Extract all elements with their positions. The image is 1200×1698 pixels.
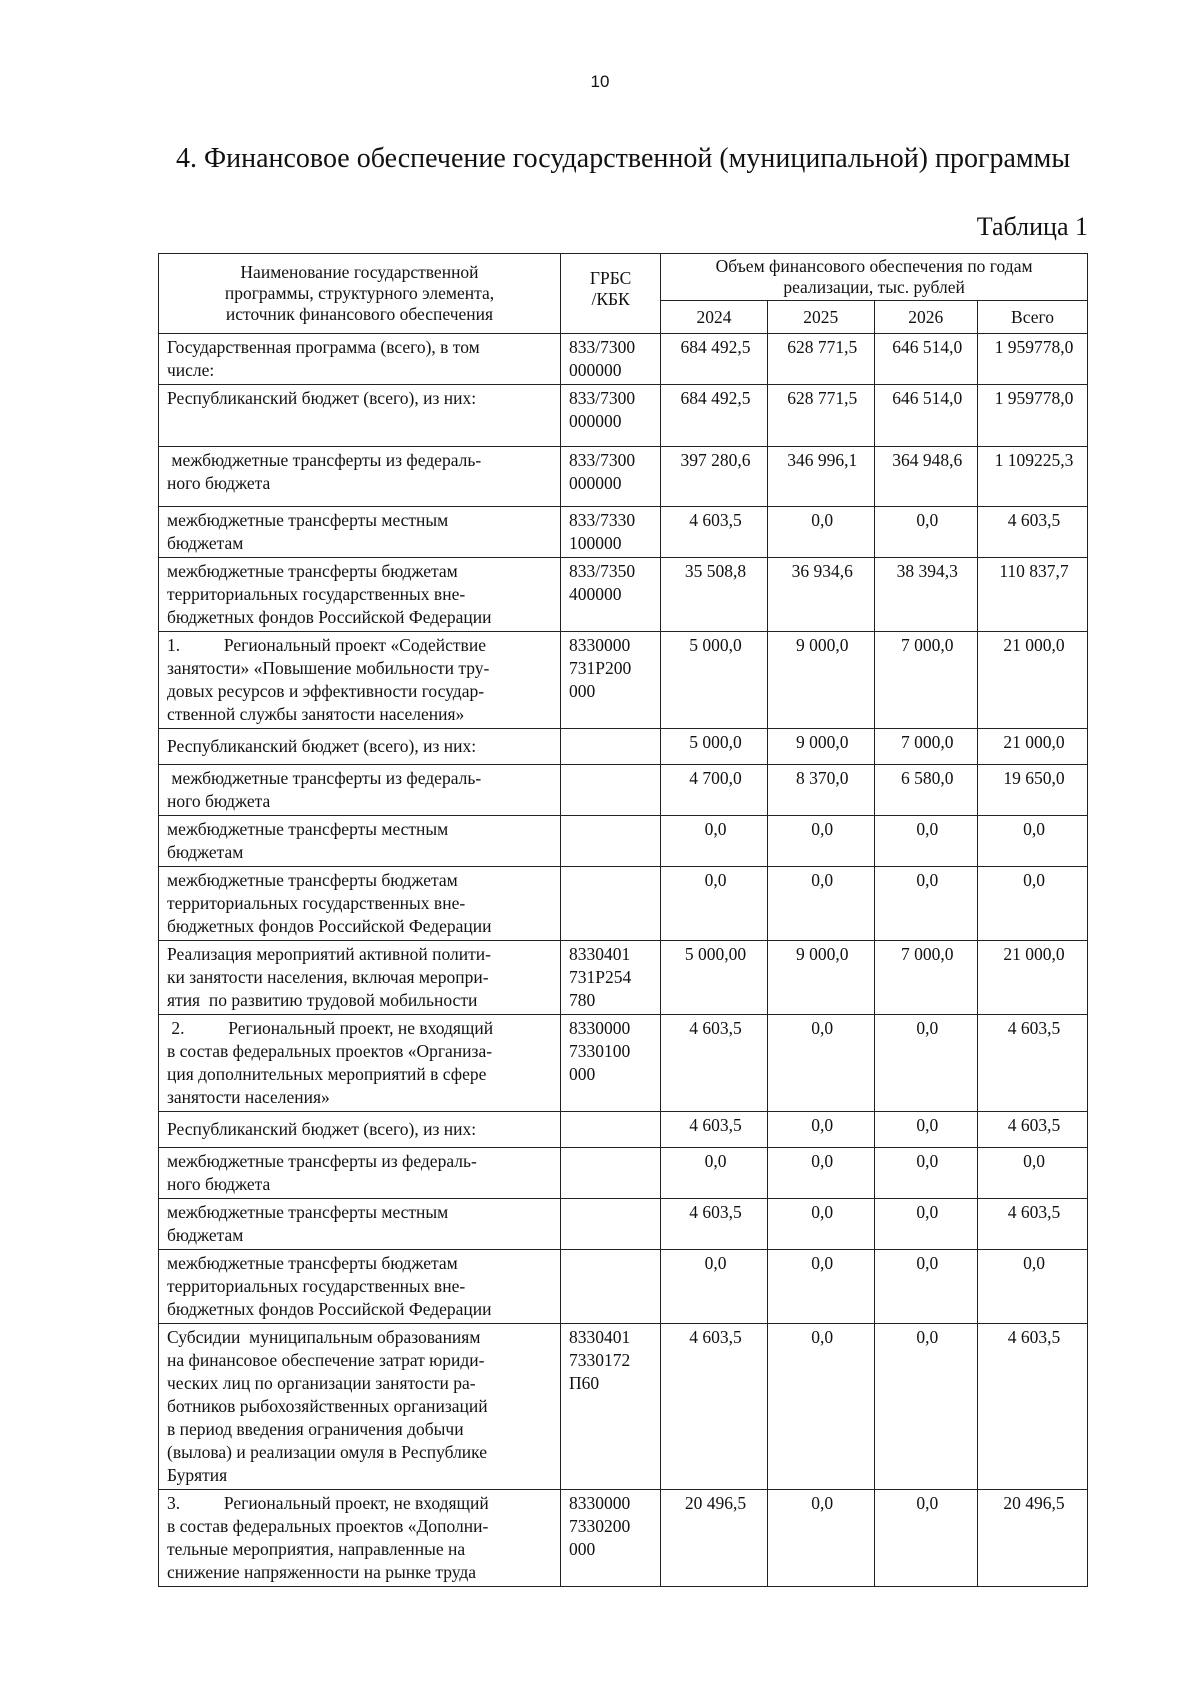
value-2024: 4 700,0	[661, 765, 768, 816]
value-total: 1 959778,0	[978, 385, 1088, 447]
value-2025: 628 771,5	[767, 334, 874, 385]
row-name-cell	[159, 1015, 561, 1112]
header-year: 2026	[874, 301, 977, 334]
row-name-cell	[159, 1490, 561, 1587]
value-total: 4 603,5	[978, 1324, 1088, 1490]
row-name-line: ческих лиц по организации занятости ра-	[167, 1373, 476, 1393]
value-2025: 628 771,5	[767, 385, 874, 447]
row-name-cell	[159, 558, 561, 632]
row-name-line: 3. Региональный проект, не входящий	[167, 1493, 489, 1513]
row-code-line: 000000	[568, 411, 622, 431]
value-total: 4 603,5	[978, 507, 1088, 558]
row-code-line: 000000	[568, 473, 622, 493]
row-name-line: бюджетных фондов Российской Федерации	[167, 1299, 492, 1319]
row-code-line: 8330000	[568, 1018, 631, 1038]
row-name-line: Республиканский бюджет (всего), из них:	[167, 1119, 477, 1139]
row-code-cell	[560, 729, 660, 765]
row-name-line: бюджетных фондов Российской Федерации	[167, 916, 492, 936]
row-code-cell	[560, 1490, 660, 1587]
value-2026: 0,0	[874, 1148, 977, 1199]
row-code-line: 8330000	[568, 1493, 631, 1513]
value-total: 0,0	[978, 1250, 1088, 1324]
value-2026: 646 514,0	[874, 385, 977, 447]
value-2025: 0,0	[767, 1112, 874, 1148]
row-name-line: территориальных государственных вне-	[167, 584, 466, 604]
table-row	[159, 867, 1088, 941]
header-code-line: ГРБС	[589, 268, 632, 288]
row-code-cell	[560, 632, 660, 729]
value-2025: 0,0	[767, 1199, 874, 1250]
value-2026: 0,0	[874, 1199, 977, 1250]
value-total: 1 109225,3	[978, 447, 1088, 507]
header-name-line: программы, структурного элемента,	[224, 283, 495, 303]
row-name-line: занятости населения»	[167, 1087, 330, 1107]
value-2026: 0,0	[874, 1324, 977, 1490]
row-code-line: 833/7300	[568, 388, 636, 408]
row-name-line: Государственная программа (всего), в том	[167, 337, 480, 357]
row-name-line: 1. Региональный проект «Содействие	[167, 635, 486, 655]
value-2024: 20 496,5	[661, 1490, 768, 1587]
value-total: 0,0	[978, 1148, 1088, 1199]
row-code-line: 8330401	[568, 1327, 631, 1347]
header-year: 2025	[767, 301, 874, 334]
row-name-cell	[159, 385, 561, 447]
value-2025: 0,0	[767, 1324, 874, 1490]
row-code-cell	[560, 447, 660, 507]
value-total: 19 650,0	[978, 765, 1088, 816]
row-code-cell	[560, 1250, 660, 1324]
value-2024: 0,0	[661, 1148, 768, 1199]
row-code-line: 000	[568, 1064, 596, 1084]
row-name-line: бюджетам	[167, 533, 244, 553]
value-2026: 7 000,0	[874, 729, 977, 765]
row-name-line: ция дополнительных мероприятий в сфере	[167, 1064, 487, 1084]
row-name-line: межбюджетные трансферты бюджетам	[167, 870, 458, 890]
value-2025: 9 000,0	[767, 632, 874, 729]
value-2026: 6 580,0	[874, 765, 977, 816]
row-name-line: в состав федеральных проектов «Дополни-	[167, 1516, 489, 1536]
row-code-line: 833/7330	[568, 510, 636, 530]
value-2024: 684 492,5	[661, 385, 768, 447]
value-2025: 346 996,1	[767, 447, 874, 507]
value-2026: 38 394,3	[874, 558, 977, 632]
value-2026: 7 000,0	[874, 941, 977, 1015]
value-2026: 646 514,0	[874, 334, 977, 385]
row-code-cell	[560, 816, 660, 867]
value-2026: 364 948,6	[874, 447, 977, 507]
row-name-line: числе:	[167, 360, 215, 380]
row-code-cell	[560, 867, 660, 941]
row-name-line: Республиканский бюджет (всего), из них:	[167, 736, 477, 756]
row-code-line: 731P254	[568, 967, 632, 987]
row-code-line: 7330100	[568, 1041, 631, 1061]
row-name-line: межбюджетные трансферты из федераль-	[167, 1151, 477, 1171]
value-2025: 0,0	[767, 1490, 874, 1587]
value-2024: 0,0	[661, 1250, 768, 1324]
row-name-line: в период введения ограничения добычи	[167, 1419, 464, 1439]
table-row	[159, 816, 1088, 867]
row-name-line: ки занятости населения, включая меропри-	[167, 967, 489, 987]
row-name-cell	[159, 816, 561, 867]
row-name-line: бюджетам	[167, 1225, 244, 1245]
table-row	[159, 765, 1088, 816]
row-name-line: снижение напряженности на рынке труда	[167, 1562, 477, 1582]
value-2026: 0,0	[874, 1250, 977, 1324]
row-name-line: межбюджетные трансферты из федераль-	[167, 768, 482, 788]
header-volume-line: реализации, тыс. рублей	[783, 277, 965, 297]
value-2025: 0,0	[767, 507, 874, 558]
row-name-line: ботников рыбохозяйственных организаций	[167, 1396, 488, 1416]
row-name-line: межбюджетные трансферты местным	[167, 1202, 449, 1222]
row-name-line: довых ресурсов и эффективности государ-	[167, 681, 485, 701]
header-code-line: /КБК	[591, 289, 630, 309]
row-code-line: 833/7300	[568, 450, 636, 470]
row-code-cell	[560, 1324, 660, 1490]
value-2025: 9 000,0	[767, 729, 874, 765]
row-code-cell	[560, 334, 660, 385]
row-name-line: ного бюджета	[167, 1174, 271, 1194]
row-name-line: межбюджетные трансферты бюджетам	[167, 1253, 458, 1273]
row-name-cell	[159, 1324, 561, 1490]
row-code-cell	[560, 1148, 660, 1199]
value-total: 1 959778,0	[978, 334, 1088, 385]
value-total: 4 603,5	[978, 1199, 1088, 1250]
row-name-cell	[159, 1199, 561, 1250]
row-code-line: 000000	[568, 360, 622, 380]
table-row	[159, 632, 1088, 729]
header-volume-cell	[661, 254, 1088, 301]
value-2026: 0,0	[874, 1490, 977, 1587]
value-2026: 0,0	[874, 507, 977, 558]
row-name-cell	[159, 1112, 561, 1148]
value-2025: 8 370,0	[767, 765, 874, 816]
value-2025: 0,0	[767, 1250, 874, 1324]
row-name-line: территориальных государственных вне-	[167, 1276, 466, 1296]
table-row	[159, 941, 1088, 1015]
value-2024: 4 603,5	[661, 1324, 768, 1490]
row-name-line: территориальных государственных вне-	[167, 893, 466, 913]
row-code-cell	[560, 941, 660, 1015]
table-row	[159, 558, 1088, 632]
row-code-cell	[560, 507, 660, 558]
header-code-cell	[560, 254, 660, 334]
row-name-cell	[159, 632, 561, 729]
table-row	[159, 507, 1088, 558]
row-code-line: 000	[568, 1539, 596, 1559]
table-header-row	[159, 254, 1088, 301]
table-row	[159, 1324, 1088, 1490]
header-volume-line: Объем финансового обеспечения по годам	[715, 256, 1033, 276]
row-name-cell	[159, 507, 561, 558]
value-2026: 0,0	[874, 1015, 977, 1112]
value-2024: 397 280,6	[661, 447, 768, 507]
value-total: 110 837,7	[978, 558, 1088, 632]
row-name-cell	[159, 1250, 561, 1324]
table-row	[159, 447, 1088, 507]
header-name-line: Наименование государственной	[240, 262, 479, 282]
value-total: 0,0	[978, 867, 1088, 941]
row-name-line: межбюджетные трансферты бюджетам	[167, 561, 458, 581]
row-code-line: 833/7350	[568, 561, 636, 581]
section-heading: 4. Финансовое обеспечение государственной (муниципальной) программы	[176, 143, 1071, 174]
table-row	[159, 1112, 1088, 1148]
row-name-cell	[159, 729, 561, 765]
value-2024: 4 603,5	[661, 507, 768, 558]
row-name-line: Бурятия	[167, 1465, 228, 1485]
row-name-line: в состав федеральных проектов «Организа-	[167, 1041, 493, 1061]
row-name-line: Реализация мероприятий активной полити-	[167, 944, 491, 964]
value-2025: 36 934,6	[767, 558, 874, 632]
row-name-cell	[159, 447, 561, 507]
value-2024: 35 508,8	[661, 558, 768, 632]
value-total: 4 603,5	[978, 1112, 1088, 1148]
row-code-cell	[560, 1015, 660, 1112]
row-name-line: на финансовое обеспечение затрат юриди-	[167, 1350, 485, 1370]
row-name-line: тельные мероприятия, направленные на	[167, 1539, 466, 1559]
row-name-line: Республиканский бюджет (всего), из них:	[167, 388, 477, 408]
header-name-line: источник финансового обеспечения	[225, 304, 494, 324]
financing-table	[158, 253, 1088, 1587]
value-2025: 0,0	[767, 867, 874, 941]
row-code-line: 833/7300	[568, 337, 636, 357]
row-name-line: межбюджетные трансферты из федераль-	[167, 450, 482, 470]
row-code-cell	[560, 1112, 660, 1148]
row-name-line: ного бюджета	[167, 473, 271, 493]
value-total: 21 000,0	[978, 632, 1088, 729]
table-caption: Таблица 1	[976, 212, 1088, 241]
value-total: 21 000,0	[978, 941, 1088, 1015]
value-2024: 5 000,0	[661, 729, 768, 765]
value-2025: 0,0	[767, 1148, 874, 1199]
value-2024: 684 492,5	[661, 334, 768, 385]
table-row	[159, 729, 1088, 765]
row-name-line: бюджетных фондов Российской Федерации	[167, 607, 492, 627]
row-code-line: П60	[568, 1373, 600, 1393]
value-2026: 7 000,0	[874, 632, 977, 729]
row-name-cell	[159, 334, 561, 385]
row-name-line: Субсидии муниципальным образованиям	[167, 1327, 481, 1347]
row-code-line: 400000	[568, 584, 622, 604]
row-code-line: 100000	[568, 533, 622, 553]
row-name-line: бюджетам	[167, 842, 244, 862]
row-name-cell	[159, 941, 561, 1015]
page-number: 10	[590, 72, 610, 91]
value-2024: 0,0	[661, 867, 768, 941]
value-2026: 0,0	[874, 1112, 977, 1148]
table-row	[159, 334, 1088, 385]
table-row	[159, 385, 1088, 447]
row-name-line: межбюджетные трансферты местным	[167, 819, 449, 839]
row-code-line: 780	[568, 990, 596, 1010]
row-code-cell	[560, 385, 660, 447]
row-code-cell	[560, 1199, 660, 1250]
value-2024: 0,0	[661, 816, 768, 867]
table-row	[159, 1148, 1088, 1199]
table-row	[159, 1250, 1088, 1324]
row-name-line: ственной службы занятости населения»	[167, 704, 465, 724]
value-2025: 0,0	[767, 816, 874, 867]
row-name-line: занятости» «Повышение мобильности тру-	[167, 658, 490, 678]
row-code-line: 731P200	[568, 658, 632, 678]
value-total: 4 603,5	[978, 1015, 1088, 1112]
row-name-line: ятия по развитию трудовой мобильности	[167, 990, 478, 1010]
value-2024: 4 603,5	[661, 1112, 768, 1148]
row-name-line: ного бюджета	[167, 791, 271, 811]
value-2025: 9 000,0	[767, 941, 874, 1015]
value-2025: 0,0	[767, 1015, 874, 1112]
header-year: 2024	[661, 301, 768, 334]
value-2024: 5 000,0	[661, 632, 768, 729]
value-total: 20 496,5	[978, 1490, 1088, 1587]
value-total: 21 000,0	[978, 729, 1088, 765]
row-name-cell	[159, 867, 561, 941]
value-2026: 0,0	[874, 867, 977, 941]
value-2024: 4 603,5	[661, 1015, 768, 1112]
row-code-line: 7330200	[568, 1516, 631, 1536]
value-2026: 0,0	[874, 816, 977, 867]
row-name-line: межбюджетные трансферты местным	[167, 510, 449, 530]
row-code-line: 8330000	[568, 635, 631, 655]
row-name-cell	[159, 765, 561, 816]
value-2024: 5 000,00	[661, 941, 768, 1015]
value-total: 0,0	[978, 816, 1088, 867]
row-code-line: 000	[568, 681, 596, 701]
header-total: Всего	[978, 301, 1088, 334]
table-row	[159, 1490, 1088, 1587]
value-2024: 4 603,5	[661, 1199, 768, 1250]
row-name-line: 2. Региональный проект, не входящий	[167, 1018, 494, 1038]
row-code-cell	[560, 765, 660, 816]
row-name-cell	[159, 1148, 561, 1199]
header-name-cell	[159, 254, 561, 334]
row-name-line: (вылова) и реализации омуля в Республике	[167, 1442, 487, 1462]
table-row	[159, 1015, 1088, 1112]
row-code-cell	[560, 558, 660, 632]
table-row	[159, 1199, 1088, 1250]
row-code-line: 7330172	[568, 1350, 631, 1370]
row-code-line: 8330401	[568, 944, 631, 964]
